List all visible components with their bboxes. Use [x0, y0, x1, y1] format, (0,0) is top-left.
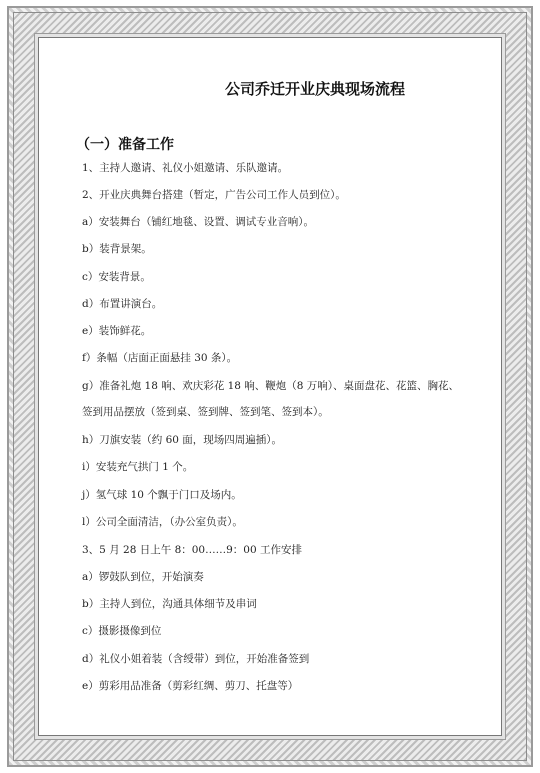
text-line: e）装饰鲜花。	[82, 325, 152, 337]
text-line: f）条幅（店面正面悬挂 30 条）。	[82, 352, 238, 364]
text-line: e）剪彩用品准备（剪彩红绸、剪刀、托盘等）	[82, 680, 299, 692]
text-line: i）安装充气拱门 1 个。	[82, 461, 194, 473]
text-line: c）安装背景。	[82, 271, 151, 283]
text-line: a）锣鼓队到位，开始演奏	[82, 571, 204, 583]
text-line: g）准备礼炮 18 响、欢庆彩花 18 响、鞭炮（8 万响）、桌面盘花、花篮、胸花、	[82, 380, 460, 392]
text-line: h）刀旗安装（约 60 面，现场四周遍插）。	[82, 434, 283, 446]
text-line: 1、主持人邀请、礼仪小姐邀请、乐队邀请。	[82, 162, 289, 174]
text-line: j）氢气球 10 个飘于门口及场内。	[82, 489, 242, 501]
text-line: a）安装舞台（铺红地毯、设置、调试专业音响）。	[82, 216, 315, 228]
document-title: 公司乔迁开业庆典现场流程	[224, 80, 405, 98]
text-line: 签到用品摆放（签到桌、签到牌、签到笔、签到本）。	[82, 406, 329, 418]
text-line: c）摄影摄像到位	[82, 625, 162, 637]
text-line: b）主持人到位，沟通具体细节及串词	[82, 598, 257, 610]
text-line: l）公司全面清洁，（办公室负责）。	[82, 516, 243, 528]
text-line: 3、5 月 28 日上午 8：00……9：00 工作安排	[82, 544, 302, 556]
text-line: d）布置讲演台。	[82, 298, 163, 310]
section-heading: （一）准备工作	[76, 137, 174, 153]
text-line: 2、开业庆典舞台搭建（暂定，广告公司工作人员到位）。	[82, 189, 346, 201]
text-line: b）装背景架。	[82, 243, 152, 255]
text-line: d）礼仪小姐着装（含绶带）到位，开始准备签到	[82, 653, 310, 665]
